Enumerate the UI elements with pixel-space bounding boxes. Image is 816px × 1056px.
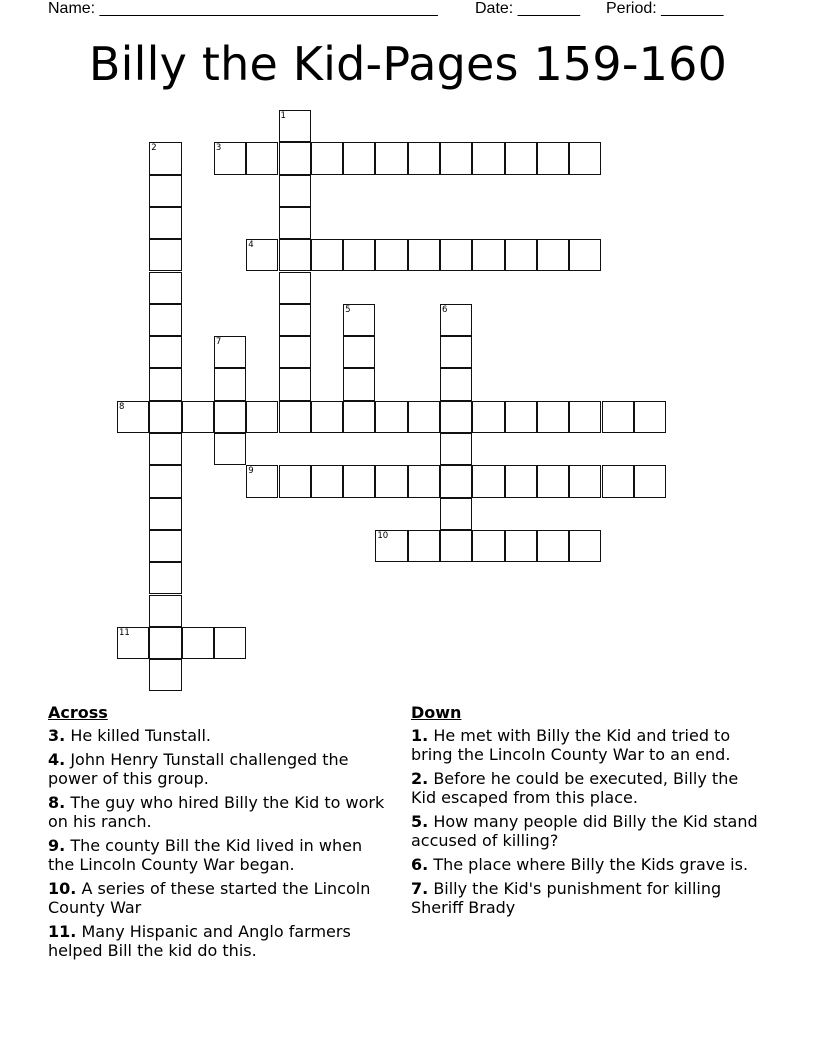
crossword-cell[interactable] (343, 239, 375, 271)
clue-number: 5 (345, 304, 351, 315)
crossword-cell[interactable] (569, 401, 601, 433)
clue-number: 8 (119, 401, 125, 412)
crossword-cell[interactable] (537, 142, 569, 174)
crossword-cell[interactable] (505, 142, 537, 174)
crossword-cell[interactable] (537, 401, 569, 433)
clue-number: 10 (377, 530, 389, 541)
crossword-cell[interactable] (246, 401, 278, 433)
crossword-cell[interactable] (505, 401, 537, 433)
crossword-cell[interactable] (149, 465, 181, 497)
crossword-cell[interactable] (149, 659, 181, 691)
clue-number: 9 (248, 466, 254, 477)
clue-text: Billy the Kid's punishment for killing Sheriff Brady (411, 879, 722, 917)
across-clue (48, 922, 393, 960)
crossword-cell[interactable] (472, 465, 504, 497)
crossword-cell[interactable] (149, 498, 181, 530)
down-clue-list (411, 726, 763, 917)
clue-text: John Henry Tunstall challenged the power of this group. (48, 750, 349, 788)
crossword-cell[interactable] (375, 239, 407, 271)
crossword-cell[interactable] (149, 272, 181, 304)
clue-number: 11. (48, 922, 77, 941)
crossword-cell[interactable] (634, 401, 666, 433)
crossword-cell[interactable] (149, 368, 181, 400)
crossword-cell[interactable] (214, 368, 246, 400)
crossword-cell[interactable] (440, 239, 472, 271)
period-field-label: Period: _______ (606, 0, 724, 17)
clue-text: He killed Tunstall. (70, 726, 211, 745)
crossword-cell[interactable] (149, 336, 181, 368)
crossword-cell[interactable] (311, 465, 343, 497)
clue-number: 7 (215, 337, 222, 348)
crossword-cell[interactable] (440, 433, 472, 465)
crossword-cell[interactable] (505, 465, 537, 497)
clue-text: The place where Billy the Kids grave is. (433, 855, 749, 874)
down-clue (411, 812, 763, 850)
down-clue (411, 879, 763, 917)
crossword-cell[interactable] (246, 142, 278, 174)
clue-number: 9. (48, 836, 66, 855)
clue-number: 5. (411, 812, 429, 831)
crossword-cell[interactable] (440, 336, 472, 368)
crossword-cell[interactable] (279, 304, 311, 336)
clue-number: 3. (48, 726, 66, 745)
clue-number: 3 (215, 143, 222, 154)
crossword-cell[interactable] (279, 207, 311, 239)
down-clue (411, 855, 763, 874)
clue-number: 7. (411, 879, 429, 898)
clue-text: Many Hispanic and Anglo farmers helped Bill the kid do this. (48, 922, 351, 960)
across-clue (48, 793, 393, 831)
across-clue (48, 726, 393, 745)
crossword-cell[interactable] (537, 530, 569, 562)
crossword-cell[interactable] (279, 336, 311, 368)
crossword-cell[interactable] (279, 368, 311, 400)
crossword-cell[interactable] (311, 401, 343, 433)
crossword-cell[interactable] (569, 239, 601, 271)
across-clue-list (48, 726, 393, 960)
crossword-cell[interactable] (149, 595, 181, 627)
clue-text: The guy who hired Billy the Kid to work on his ranch. (48, 793, 385, 831)
clue-number: 6 (442, 304, 448, 315)
crossword-cell[interactable] (440, 368, 472, 400)
clue-text: He met with Billy the Kid and tried to bring the Lincoln County War to an end. (411, 726, 731, 764)
across-clue (48, 836, 393, 874)
crossword-cell[interactable] (537, 465, 569, 497)
crossword-cell[interactable] (149, 304, 181, 336)
crossword-cell[interactable] (149, 175, 181, 207)
across-clue (48, 750, 393, 788)
across-heading: Across (48, 703, 108, 722)
clue-number: 4 (248, 240, 254, 251)
crossword-cell[interactable] (311, 239, 343, 271)
crossword-cell[interactable] (440, 530, 472, 562)
name-field-label: Name: ______________________________________ (48, 0, 438, 17)
crossword-cell[interactable] (634, 465, 666, 497)
clue-number: 2 (151, 143, 157, 154)
clue-number: 1 (280, 111, 286, 121)
crossword-cell[interactable] (602, 465, 634, 497)
clue-number: 11 (119, 627, 130, 638)
crossword-cell[interactable] (505, 530, 537, 562)
crossword-cell[interactable] (149, 207, 181, 239)
crossword-cell[interactable] (408, 465, 440, 497)
crossword-cell[interactable] (279, 272, 311, 304)
crossword-cell[interactable] (149, 433, 181, 465)
crossword-cell[interactable] (311, 142, 343, 174)
clue-number: 10. (48, 879, 77, 898)
crossword-cell[interactable] (472, 142, 504, 174)
crossword-cell[interactable] (149, 530, 181, 562)
crossword-cell[interactable] (408, 530, 440, 562)
clue-number: 2. (411, 769, 429, 788)
clue-text: Before he could be executed, Billy the Kid escaped from this place. (411, 769, 739, 807)
crossword-cell[interactable] (472, 401, 504, 433)
down-heading: Down (411, 703, 462, 722)
crossword-cell[interactable] (279, 465, 311, 497)
date-field-label: Date: _______ (475, 0, 580, 17)
clue-text: The county Bill the Kid lived in when the Lincoln County War began. (48, 836, 363, 874)
crossword-cell[interactable] (408, 239, 440, 271)
crossword-cell[interactable] (375, 401, 407, 433)
crossword-cell[interactable] (182, 401, 214, 433)
crossword-cell[interactable] (214, 401, 246, 433)
crossword-cell[interactable] (472, 530, 504, 562)
crossword-cell[interactable] (569, 530, 601, 562)
across-clues (48, 703, 393, 965)
crossword-cell[interactable] (343, 465, 375, 497)
crossword-cell[interactable] (214, 433, 246, 465)
crossword-cell[interactable] (149, 239, 181, 271)
crossword-cell[interactable] (408, 401, 440, 433)
crossword-cell[interactable] (569, 465, 601, 497)
crossword-cell[interactable] (343, 401, 375, 433)
crossword-cell[interactable] (440, 142, 472, 174)
crossword-cell[interactable] (472, 239, 504, 271)
down-clues (411, 703, 763, 922)
crossword-cell[interactable] (505, 239, 537, 271)
crossword-cell[interactable] (279, 142, 311, 174)
crossword-cell[interactable] (279, 239, 311, 271)
clue-number: 8. (48, 793, 66, 812)
crossword-cell[interactable] (279, 401, 311, 433)
crossword-cell[interactable] (440, 465, 472, 497)
crossword-cell[interactable] (602, 401, 634, 433)
crossword-cell[interactable] (279, 175, 311, 207)
crossword-cell[interactable] (569, 142, 601, 174)
across-clue (48, 879, 393, 917)
crossword-cell[interactable] (440, 498, 472, 530)
crossword-cell[interactable] (343, 368, 375, 400)
down-clue (411, 726, 763, 764)
crossword-cell[interactable] (149, 401, 181, 433)
crossword-cell[interactable] (440, 401, 472, 433)
clue-text: A series of these started the Lincoln County War (48, 879, 371, 917)
clue-text: How many people did Billy the Kid stand accused of killing? (411, 812, 758, 850)
crossword-cell[interactable] (343, 142, 375, 174)
crossword-cell[interactable] (214, 627, 246, 659)
crossword-cell[interactable] (149, 627, 181, 659)
crossword-cell[interactable] (537, 239, 569, 271)
crossword-cell[interactable] (375, 142, 407, 174)
crossword-cell[interactable] (182, 627, 214, 659)
crossword-cell[interactable] (343, 336, 375, 368)
page-title: Billy the Kid-Pages 159-160 (88, 37, 728, 91)
down-clue (411, 769, 763, 807)
clue-number: 6. (411, 855, 429, 874)
clue-number: 4. (48, 750, 66, 769)
crossword-cell[interactable] (149, 562, 181, 594)
clue-number: 1. (411, 726, 429, 745)
crossword-cell[interactable] (408, 142, 440, 174)
crossword-cell[interactable] (375, 465, 407, 497)
